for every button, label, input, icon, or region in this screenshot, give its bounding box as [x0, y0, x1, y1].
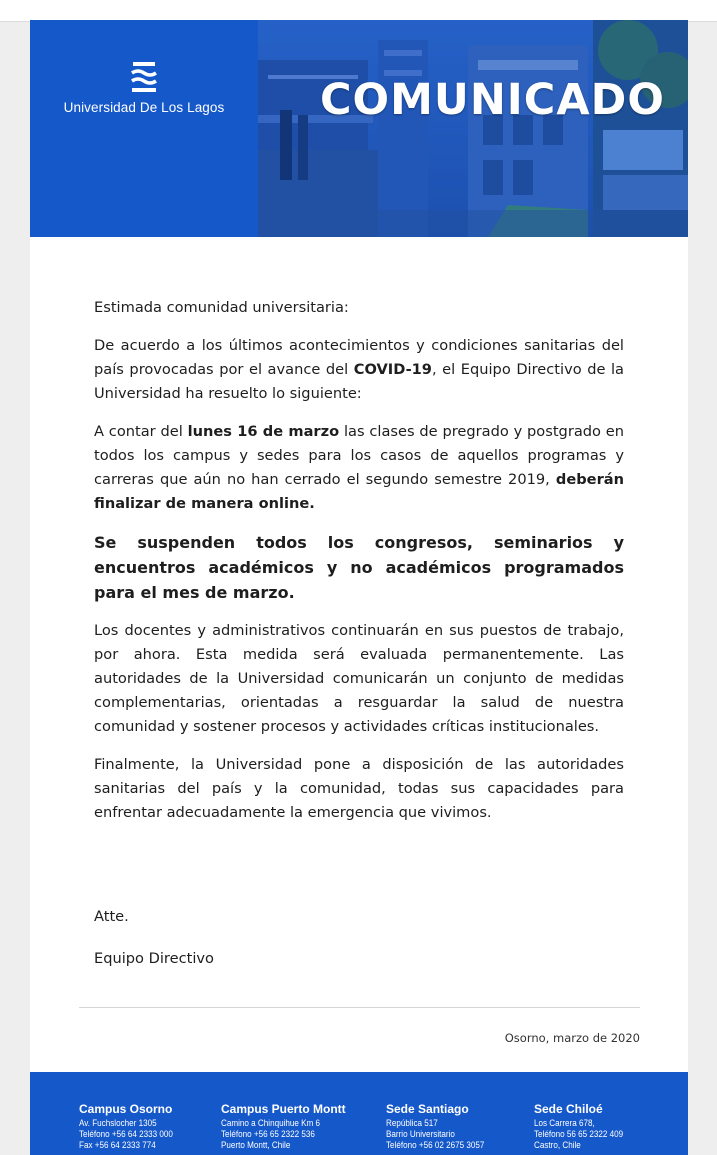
footer-address-line: Teléfono +56 02 2675 3057: [386, 1140, 485, 1150]
letter-body: [94, 296, 624, 839]
divider: [79, 1007, 640, 1008]
footer-sede-santiago: [386, 1102, 495, 1151]
footer-campus-name: Campus Puerto Montt: [221, 1102, 346, 1116]
paragraph-1-text-a: De acuerdo a los últimos acontecimientos y condiciones sanitarias del país provocadas por el avance del: [94, 337, 624, 378]
paragraph-2-text-c: las clases de pregrado y postgrado en todos los campus y sedes para los casos de aquellos programas y carreras que aún no han cerrado el segundo semestre 2019,: [94, 423, 624, 488]
greeting: Estimada comunidad universitaria:: [94, 299, 349, 316]
date-emphasis: lunes 16 de marzo: [187, 423, 340, 440]
online-emphasis: deberán finalizar de manera online.: [94, 471, 624, 512]
footer-campus-name: Sede Santiago: [386, 1102, 469, 1116]
footer-address-line: Teléfono +56 64 2333 000: [79, 1129, 173, 1139]
paragraph-3-suspension: Se suspenden todos los congresos, seminarios y encuentros académicos y no académicos programados para el mes de marzo.: [94, 533, 624, 602]
footer-address-line: Teléfono 56 65 2322 409: [534, 1129, 624, 1139]
paragraph-1: [94, 334, 624, 406]
footer-campus-name: Campus Osorno: [79, 1102, 173, 1116]
footer-campus-osorno: [79, 1102, 183, 1151]
page-title: COMUNICADO: [320, 75, 665, 125]
university-name: Universidad De Los Lagos: [63, 100, 225, 115]
campus-photo-illustration: [258, 20, 688, 237]
footer-address-line: Puerto Montt, Chile: [221, 1140, 291, 1150]
footer-address-line: Teléfono +56 65 2322 536: [221, 1129, 315, 1139]
document-page: [30, 20, 688, 1155]
footer-address-line: Barrio Universitario: [386, 1129, 455, 1139]
covid-emphasis: COVID-19: [353, 361, 432, 378]
paragraph-2: [94, 420, 624, 516]
footer-address-line: República 517: [386, 1118, 438, 1128]
paragraph-1-text-c: , el Equipo Directivo de la Universidad ha resuelto lo siguiente:: [94, 361, 624, 402]
campus-photo: [258, 20, 688, 237]
footer-address-line: Fax +56 64 2333 774: [79, 1140, 156, 1150]
signoff-signer: Equipo Directivo: [94, 950, 214, 967]
university-logo: [30, 60, 258, 115]
signoff-atte: Atte.: [94, 908, 129, 925]
place-date: Osorno, marzo de 2020: [504, 1031, 640, 1045]
paragraph-4: Los docentes y administrativos continuarán en sus puestos de trabajo, por ahora. Esta medida será evaluada permanentemente. Las autoridades de la Universidad comunicarán un conjunto de medidas complementarias, orientadas a resguardar la salud de nuestra comunidad y sostener procesos y actividades críticas institucionales.: [94, 622, 624, 735]
footer-address-line: Av. Fuchslocher 1305: [79, 1118, 157, 1128]
footer-sede-chiloe: [534, 1102, 633, 1151]
footer-address-line: Los Carrera 678,: [534, 1118, 595, 1128]
header-banner: [30, 20, 688, 237]
university-logo-icon: [129, 60, 159, 94]
paragraph-2-text-a: A contar del: [94, 423, 188, 440]
footer-address-line: Castro, Chile: [534, 1140, 581, 1150]
footer-campus-puerto-montt: [221, 1102, 346, 1151]
footer-campus-name: Sede Chiloé: [534, 1102, 603, 1116]
footer: [30, 1072, 688, 1155]
footer-address-line: Camino a Chinquihue Km 6: [221, 1118, 321, 1128]
top-band: [0, 0, 717, 22]
paragraph-5: Finalmente, la Universidad pone a disposición de las autoridades sanitarias del país y la comunidad, todas sus capacidades para enfrentar adecuadamente la emergencia que vivimos.: [94, 756, 624, 821]
